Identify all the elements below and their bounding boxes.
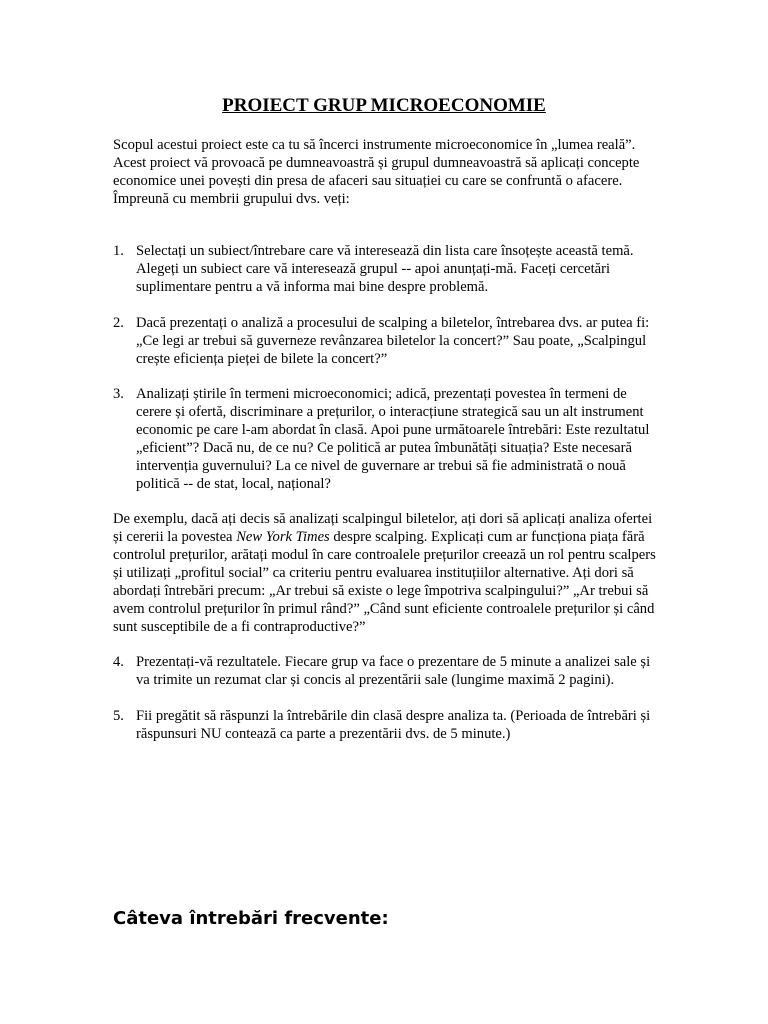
faq-heading: Câteva întrebări frecvente: [113, 908, 389, 929]
example-italic-source: New York Times [236, 529, 330, 545]
list-number: 3. [113, 386, 124, 402]
list-number: 5. [113, 708, 124, 724]
example-text-part1: De exemplu, dacă ați decis să analizați scalpingul biletelor, ați dori să aplicați analiza ofertei și cererii la povestea [113, 511, 653, 545]
list-item-text: Analizați știrile în termeni microeconomici; adică, prezentați povestea în termeni de cerere și ofertă, discriminare a prețurilor, o interacțiune strategică sau un alt instrument economic pe care l-am abordat în clasă. Apoi pune următoarele întrebări: Este rezultatul „eficient”? Dacă nu, de ce nu? Ce politică ar putea îmbunătăți situația? Este necesară intervenția guvernului? La ce nivel de guvernare ar trebui să fie administrată o nouă politică -- de stat, local, național? [136, 386, 650, 492]
list-item-text: Selectați un subiect/întrebare care vă interesează din lista care însoțește această temă. Alegeți un subiect care vă interesează grupul -- apoi anunțați-mă. Faceți cercetări suplimentare pentru a vă informa mai bine despre problemă. [136, 243, 634, 295]
list-item-text: Dacă prezentați o analiză a procesului de scalping a biletelor, întrebarea dvs. ar putea fi: „Ce legi ar trebui să guverneze revânzarea biletelor la concert?” Sau poate, „Scalpingul crește eficiența pieței de bilete la concert?” [136, 315, 650, 367]
list-item-text: Fii pregătit să răspunzi la întrebările din clasă despre analiza ta. (Perioada de întrebări și răspunsuri NU contează ca parte a prezentării dvs. de 5 minute.) [136, 708, 651, 742]
list-number: 1. [113, 243, 124, 259]
list-item-4 [113, 653, 661, 689]
list-item-1 [113, 242, 661, 296]
list-number: 4. [113, 654, 124, 670]
example-paragraph [113, 510, 661, 636]
list-item-3 [113, 385, 661, 493]
document-title: PROIECT GRUP MICROECONOMIE [222, 95, 546, 116]
intro-paragraph: Scopul acestui proiect este ca tu să încerci instrumente microeconomice în „lumea reală”. Acest proiect vă provoacă pe dumneavoastră și grupul dumneavoastră să aplicați concepte economice unei povești din presa de afaceri sau situației cu care se confruntă o afacere. Împreună cu membrii grupului dvs. veți: [113, 137, 640, 207]
list-item-5 [113, 707, 661, 743]
example-text-part2: despre scalping. Explicați cum ar funcționa piața fără controlul prețurilor, arătați modul în care controalele prețurilor creează un rol pentru scalpers și utilizați „profitul social” ca criteriu pentru evaluarea instituțiilor alternative. Ați dori să abordați întrebări precum: „Ar trebui să existe o lege împotriva scalpingului?” „Ar trebui să avem controlul prețurilor în primul rând?” „Când sunt eficiente controalele prețurilor și când sunt susceptibile de a fi contraproductive?” [113, 529, 656, 635]
list-number: 2. [113, 315, 124, 331]
list-item-text: Prezentați-vă rezultatele. Fiecare grup va face o prezentare de 5 minute a analizei sale și va trimite un rezumat clar și concis al prezentării sale (lungime maximă 2 pagini). [136, 654, 651, 688]
list-item-2 [113, 314, 661, 368]
